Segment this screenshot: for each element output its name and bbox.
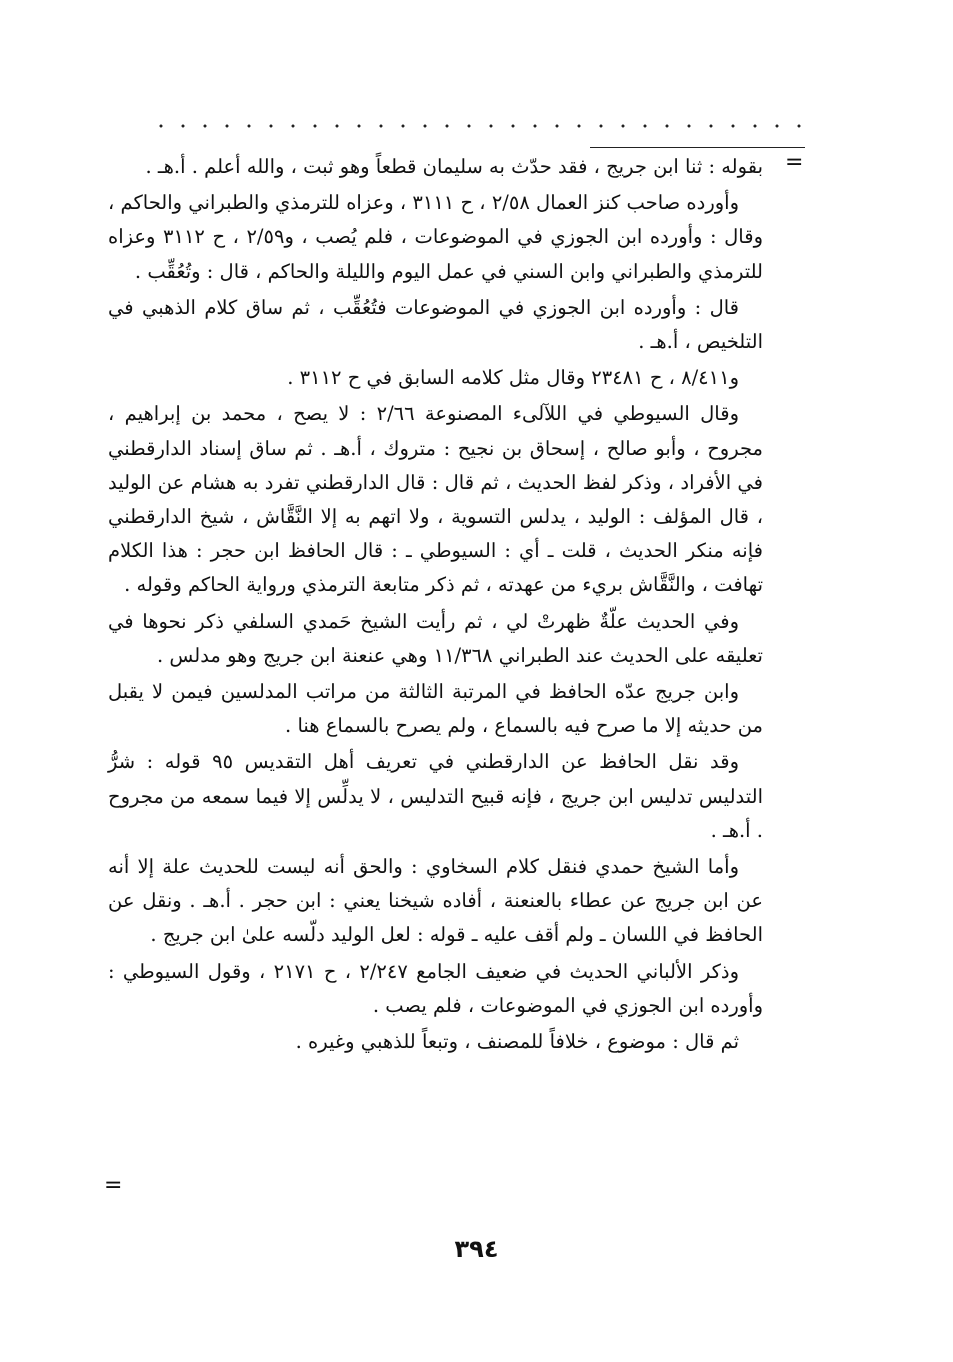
footnote-paragraph-11: ثم قال : موضوع ، خلافاً للمصنف ، وتبعاً للذهبي وغيره . bbox=[295, 1030, 739, 1054]
dotted-separator bbox=[150, 120, 805, 132]
footnote-paragraph-8: وقد نقل الحافظ عن الدارقطني في تعريف أهل التقديس ٩٥ قوله : شرُّ التدليس تدليس ابن جريج ، فإنه قبيح التدليس ، لا يدلِّس إلا فيما سمعه من مجروح . أ.هـ . bbox=[108, 750, 763, 842]
footnote-text bbox=[108, 150, 763, 1061]
page-number: ٣٩٤ bbox=[454, 1235, 499, 1263]
footnote-paragraph-10: وذكر الألباني الحديث في ضعيف الجامع ٢/٢٤٧ ، ح ٢١٧١ ، وقول السيوطي : وأورده ابن الجوزي في الموضوعات ، فلم يصب . bbox=[108, 959, 763, 1017]
footnote-paragraph-4: و٨/٤١١ ، ح ٢٣٤٨١ وقال مثل كلامه السابق في ح ٣١١٢ . bbox=[287, 366, 739, 390]
continuation-mark-bottom: = bbox=[104, 1173, 123, 1198]
footnote-paragraph-1: بقوله : ثنا ابن جريج ، فقد حدّث به سليمان قطعاً وهو ثبت ، والله أعلم . أ.هـ . bbox=[145, 155, 763, 178]
footnote-paragraph-7: وابن جريج عدّه الحافظ في المرتبة الثالثة من مراتب المدلسين فيمن لا يقبل من حديثه إلا ما صرح فيه بالسماع ، ولم يصرح بالسماع هنا . bbox=[108, 680, 763, 738]
footnote-paragraph-5: وقال السيوطي في اللآلىء المصنوعة ٢/٦٦ : لا يصح ، محمد بن إبراهيم ، مجروح ، وأبو صالح ، إسحاق بن نجيح : متروك ، أ.هـ . ثم ساق إسناد الدارقطني في الأفراد ، وذكر لفظ الحديث ، ثم قال : قال الدارقطني تفرد به هشام عن الوليد ، قال المؤلف : الوليد ، يدلس التسوية ، ولا اتهم به إلا النَّقَّاش ، شيخ الدارقطني فإنه منكر الحديث ، قلت ـ أي : السيوطي ـ : قال الحافظ ابن حجر : هذا الكلام تهافت ، والنَّقَّاش بريء من عهدته ، ثم ذكر متابعة الترمذي ورواية الحاكم وقوله . bbox=[108, 402, 763, 597]
footnote-paragraph-2: وأورده صاحب كنز العمال ٢/٥٨ ، ح ٣١١١ ، وعزاه للترمذي والطبراني والحاكم ، وقال : وأورده ابن الجوزي في الموضوعات ، فلم يُصب ، و٢/٥٩ ، ح ٣١١٢ وعزاه للترمذي والطبراني وابن السني في عمل اليوم والليلة والحاكم ، قال : وتُعُقِّب . bbox=[108, 191, 763, 283]
footnote-paragraph-6: وفي الحديث علّةٌ ظهرتْ لي ، ثم رأيت الشيخ حَمدي السلفي ذكر نحوها في تعليقه على الحديث عند الطبراني ١١/٣٦٨ وهي عنعنة ابن جريج وهو مدلس . bbox=[108, 609, 763, 667]
footnote-rule bbox=[590, 147, 805, 148]
footnote-paragraph-9: وأما الشيخ حمدي فنقل كلام السخاوي : والحق أنه ليست للحديث علة إلا أنه عن ابن جريج عن عطاء بالعنعنة ، أفاده شيخنا يعني : ابن حجر . أ.هـ . ونقل عن الحافظ في اللسان ـ ولم أقف عليه ـ قوله : لعل الوليد دلّسه علىٰ ابن جريج . bbox=[108, 855, 763, 947]
footnote-paragraph-3: قال : وأورده ابن الجوزي في الموضوعات فتُعُقِّب ، ثم ساق كلام الذهبي في التلخيص ، أ.هـ . bbox=[108, 295, 763, 354]
continuation-mark-top: = bbox=[785, 150, 804, 175]
